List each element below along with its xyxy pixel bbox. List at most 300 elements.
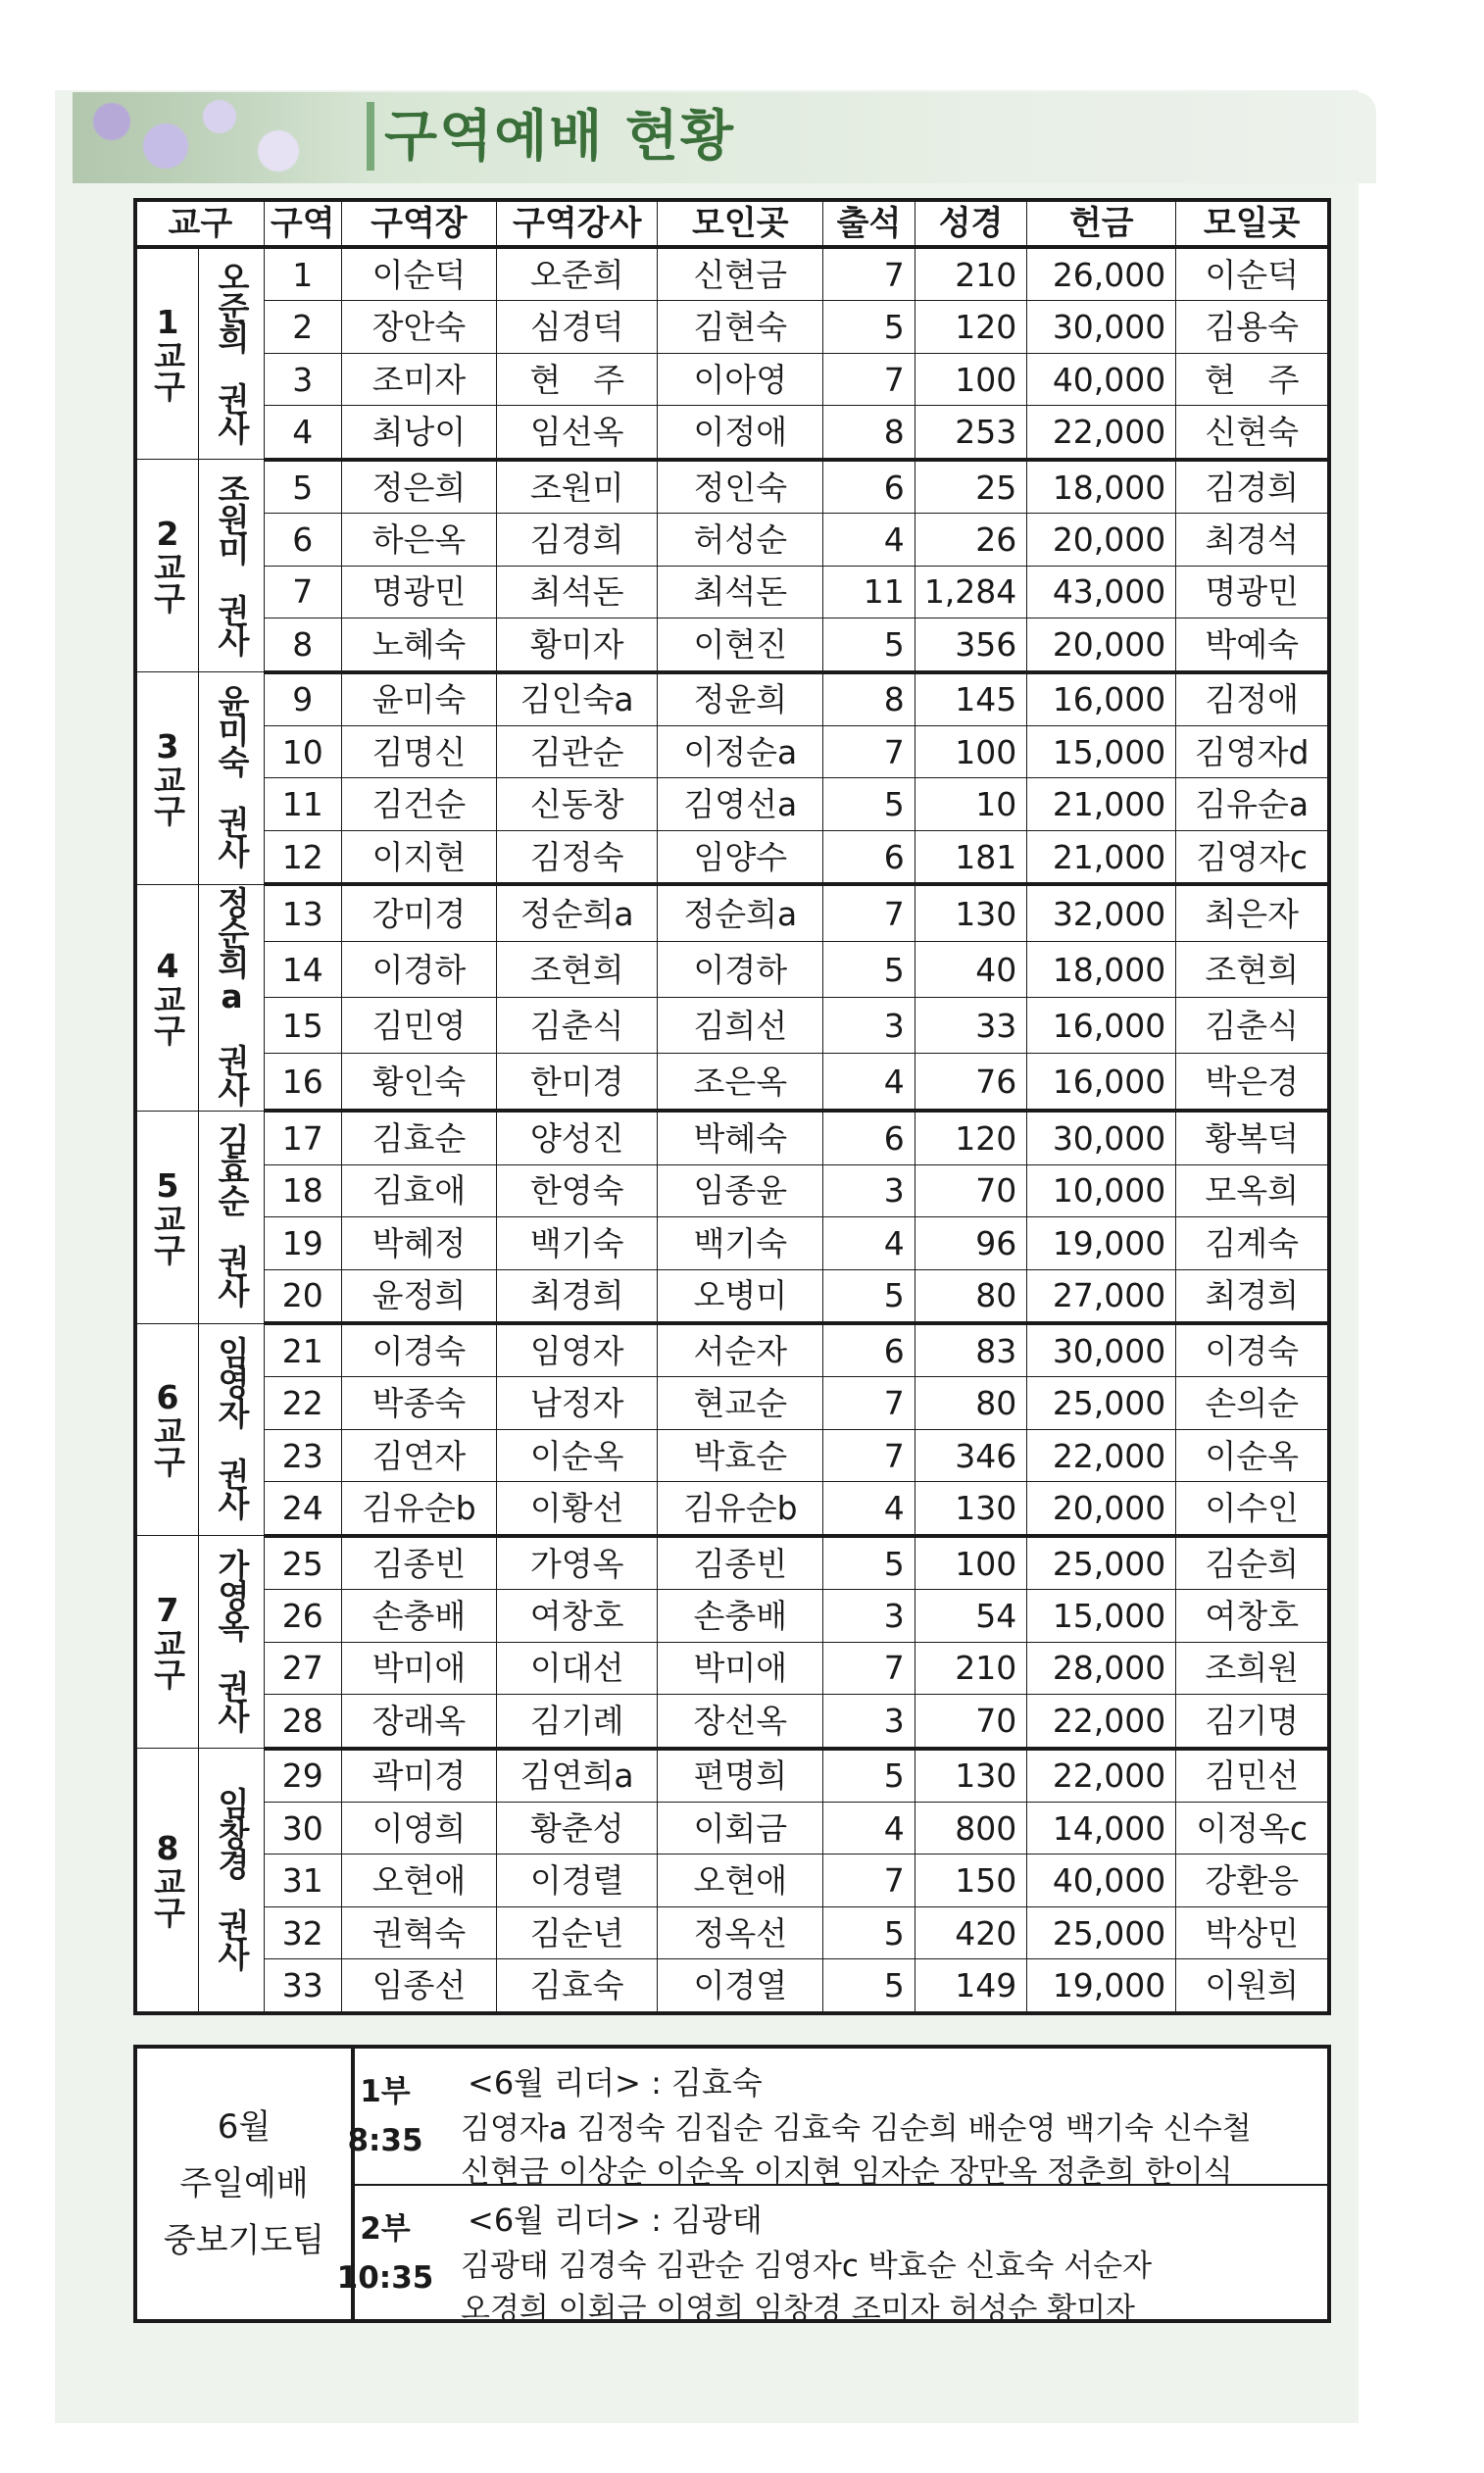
guyeok-number: 10: [264, 726, 341, 778]
spacer: [213, 1878, 251, 1908]
next-meeting-place: 김경희: [1176, 460, 1329, 514]
guyeok-leader: 손충배: [341, 1590, 496, 1642]
meeting-place: 정옥선: [658, 1906, 823, 1958]
guyeok-number: 15: [264, 998, 341, 1054]
offering: 26,000: [1027, 247, 1176, 301]
guyeok-leader: 김명신: [341, 726, 496, 778]
bible-count: 130: [915, 1749, 1027, 1803]
bible-count: 800: [915, 1803, 1027, 1855]
guyeok-instructor: 김인숙a: [497, 672, 658, 726]
guyeok-leader: 박혜정: [341, 1217, 496, 1269]
guyeok-number: 17: [264, 1111, 341, 1164]
meeting-place: 박효순: [658, 1429, 823, 1481]
gyogu-label: 2교구: [148, 515, 187, 613]
attendance: 5: [823, 1906, 915, 1958]
guyeok-number: 27: [264, 1642, 341, 1694]
attendance: 6: [823, 1323, 915, 1377]
guyeok-leader: 김종빈: [341, 1536, 496, 1590]
attendance: 8: [823, 406, 915, 460]
gyogu-cell: [135, 1536, 199, 1749]
offering: 18,000: [1027, 460, 1176, 514]
table-row: [135, 1164, 1329, 1216]
guyeok-leader: 최낭이: [341, 406, 496, 460]
gyogu-leader: [214, 684, 249, 866]
next-meeting-place: 박예숙: [1176, 618, 1329, 672]
guyeok-number: 7: [264, 566, 341, 618]
guyeok-number: 26: [264, 1590, 341, 1642]
offering: 22,000: [1027, 1749, 1176, 1803]
service-first: [347, 2049, 1327, 2190]
meeting-place: 이경열: [658, 1959, 823, 2013]
guyeok-number: 23: [264, 1429, 341, 1481]
guyeok-leader: 임종선: [341, 1959, 496, 2013]
guyeok-leader: 윤미숙: [341, 672, 496, 726]
meeting-place: 박미애: [658, 1642, 823, 1694]
service-time: 8:35: [347, 2123, 423, 2158]
offering: 40,000: [1027, 353, 1176, 405]
guyeok-leader: 정은희: [341, 460, 496, 514]
bible-count: 253: [915, 406, 1027, 460]
gyogu-leader-title: 권사: [213, 1669, 251, 1731]
table-row: [135, 1429, 1329, 1481]
attendance: 5: [823, 1269, 915, 1323]
spacer: [213, 352, 251, 382]
next-meeting-place: 이원희: [1176, 1959, 1329, 2013]
guyeok-number: 3: [264, 353, 341, 405]
attendance: 5: [823, 618, 915, 672]
guyeok-leader: 황인숙: [341, 1054, 496, 1112]
guyeok-leader: 이경숙: [341, 1323, 496, 1377]
header-gyogu: 교구: [135, 200, 264, 247]
guyeok-number: 25: [264, 1536, 341, 1590]
guyeok-number: 32: [264, 1906, 341, 1958]
gyogu-leader-title: 권사: [213, 1043, 251, 1105]
table-row: [135, 1695, 1329, 1749]
offering: 30,000: [1027, 1111, 1176, 1164]
service-members-line1: 김광태 김경숙 김관순 김영자c 박효순 신효숙 서순자: [461, 2249, 1153, 2284]
table-row: [135, 353, 1329, 405]
offering: 16,000: [1027, 998, 1176, 1054]
table-row: [135, 406, 1329, 460]
guyeok-leader: 이경하: [341, 942, 496, 998]
guyeok-instructor: 오준희: [497, 247, 658, 301]
gyogu-leader-name: 윤미숙: [213, 684, 251, 776]
table-row: [135, 998, 1329, 1054]
offering: 19,000: [1027, 1959, 1176, 2013]
gyogu-label: 7교구: [148, 1591, 187, 1689]
table-row: [135, 1054, 1329, 1112]
next-meeting-place: 김유순a: [1176, 778, 1329, 830]
guyeok-leader: 김효애: [341, 1164, 496, 1216]
service-leader: <6월 리더> : 김광태: [468, 2201, 763, 2239]
guyeok-instructor: 조원미: [497, 460, 658, 514]
meeting-place: 임종윤: [658, 1164, 823, 1216]
bible-count: 346: [915, 1429, 1027, 1481]
guyeok-number: 8: [264, 618, 341, 672]
header-accent-bar: [367, 102, 374, 171]
spacer: [213, 1427, 251, 1458]
guyeok-instructor: 김정숙: [497, 830, 658, 884]
guyeok-number: 28: [264, 1695, 341, 1749]
attendance: 7: [823, 1429, 915, 1481]
spacer: [213, 1214, 251, 1245]
attendance: 6: [823, 460, 915, 514]
next-meeting-place: 이정옥c: [1176, 1803, 1329, 1855]
next-meeting-place: 최경석: [1176, 514, 1329, 566]
offering: 21,000: [1027, 830, 1176, 884]
offering: 20,000: [1027, 514, 1176, 566]
guyeok-leader: 조미자: [341, 353, 496, 405]
table-row: [135, 1269, 1329, 1323]
header-bible: 성경: [915, 200, 1027, 247]
bible-count: 130: [915, 884, 1027, 942]
offering: 43,000: [1027, 566, 1176, 618]
attendance: 11: [823, 566, 915, 618]
table-row: [135, 460, 1329, 514]
table-row: [135, 778, 1329, 830]
guyeok-instructor: 이경렬: [497, 1855, 658, 1906]
next-meeting-place: 김정애: [1176, 672, 1329, 726]
guyeok-leader: 김효순: [341, 1111, 496, 1164]
service-members-line1: 김영자a 김정숙 김집순 김효숙 김순희 배순영 백기숙 신수철: [461, 2111, 1252, 2147]
guyeok-instructor: 조현희: [497, 942, 658, 998]
gyogu-leader-cell: [199, 247, 265, 460]
table-row: [135, 1323, 1329, 1377]
guyeok-leader: 장안숙: [341, 301, 496, 353]
meeting-place: 박혜숙: [658, 1111, 823, 1164]
meeting-place: 이현진: [658, 618, 823, 672]
next-meeting-place: 이순옥: [1176, 1429, 1329, 1481]
attendance: 5: [823, 1749, 915, 1803]
meeting-place: 최석돈: [658, 566, 823, 618]
gyogu-leader-name: 가영옥: [213, 1548, 251, 1640]
attendance: 3: [823, 998, 915, 1054]
section-header: [73, 92, 1376, 183]
service-second-time: [336, 2186, 434, 2321]
gyogu-label: 4교구: [148, 946, 187, 1044]
guyeok-number: 14: [264, 942, 341, 998]
guyeok-instructor: 김경희: [497, 514, 658, 566]
guyeok-instructor: 현 주: [497, 353, 658, 405]
guyeok-number: 5: [264, 460, 341, 514]
offering: 20,000: [1027, 618, 1176, 672]
table-row: [135, 514, 1329, 566]
next-meeting-place: 이경숙: [1176, 1323, 1329, 1377]
bible-count: 26: [915, 514, 1027, 566]
service-members-line2: 오경희 이회금 이영희 임창경 조미자 허성순 황미자: [461, 2292, 1135, 2327]
bible-count: 80: [915, 1269, 1027, 1323]
bible-count: 145: [915, 672, 1027, 726]
table-row: [135, 942, 1329, 998]
table-row: [135, 672, 1329, 726]
guyeok-instructor: 김연희a: [497, 1749, 658, 1803]
guyeok-instructor: 임선옥: [497, 406, 658, 460]
attendance: 7: [823, 884, 915, 942]
flower-decoration: [73, 92, 367, 183]
next-meeting-place: 모옥희: [1176, 1164, 1329, 1216]
guyeok-number: 29: [264, 1749, 341, 1803]
offering: 30,000: [1027, 1323, 1176, 1377]
table-row: [135, 884, 1329, 942]
gyogu-leader-title: 권사: [213, 381, 251, 443]
offering: 10,000: [1027, 1164, 1176, 1216]
guyeok-leader: 노혜숙: [341, 618, 496, 672]
guyeok-instructor: 여창호: [497, 1590, 658, 1642]
spacer: [213, 564, 251, 594]
service-label: 1부: [360, 2074, 411, 2109]
offering: 18,000: [1027, 942, 1176, 998]
guyeok-number: 21: [264, 1323, 341, 1377]
next-meeting-place: 명광민: [1176, 566, 1329, 618]
guyeok-instructor: 신동창: [497, 778, 658, 830]
attendance: 4: [823, 514, 915, 566]
gyogu-leader-name: 오준희: [213, 260, 251, 352]
prayer-title-service: 주일예배: [179, 2164, 309, 2203]
offering: 19,000: [1027, 1217, 1176, 1269]
guyeok-instructor: 최석돈: [497, 566, 658, 618]
next-meeting-place: 최은자: [1176, 884, 1329, 942]
attendance: 4: [823, 1803, 915, 1855]
offering: 32,000: [1027, 884, 1176, 942]
guyeok-instructor: 황춘성: [497, 1803, 658, 1855]
bible-count: 356: [915, 618, 1027, 672]
offering: 20,000: [1027, 1482, 1176, 1536]
table-row: [135, 247, 1329, 301]
guyeok-leader: 명광민: [341, 566, 496, 618]
table-row: [135, 301, 1329, 353]
meeting-place: 손충배: [658, 1590, 823, 1642]
gyogu-leader-name: 조원미: [213, 471, 251, 564]
offering: 25,000: [1027, 1377, 1176, 1429]
gyogu-cell: [135, 460, 199, 672]
gyogu-leader-title: 권사: [213, 1457, 251, 1518]
gyogu-cell: [135, 672, 199, 885]
meeting-place: 조은옥: [658, 1054, 823, 1112]
bible-count: 120: [915, 1111, 1027, 1164]
gyogu-label: 8교구: [148, 1829, 187, 1927]
guyeok-instructor: 김효숙: [497, 1959, 658, 2013]
offering: 27,000: [1027, 1269, 1176, 1323]
attendance: 6: [823, 1111, 915, 1164]
bible-count: 150: [915, 1855, 1027, 1906]
guyeok-leader: 오현애: [341, 1855, 496, 1906]
attendance: 7: [823, 353, 915, 405]
next-meeting-place: 김영자d: [1176, 726, 1329, 778]
guyeok-number: 33: [264, 1959, 341, 2013]
guyeok-number: 30: [264, 1803, 341, 1855]
attendance: 6: [823, 830, 915, 884]
offering: 15,000: [1027, 726, 1176, 778]
guyeok-leader: 박미애: [341, 1642, 496, 1694]
meeting-place: 장선옥: [658, 1695, 823, 1749]
offering: 16,000: [1027, 1054, 1176, 1112]
guyeok-instructor: 김춘식: [497, 998, 658, 1054]
attendance: 7: [823, 1855, 915, 1906]
guyeok-number: 11: [264, 778, 341, 830]
bible-count: 70: [915, 1164, 1027, 1216]
gyogu-leader-cell: [199, 1323, 265, 1536]
spacer: [213, 775, 251, 806]
guyeok-leader: 권혁숙: [341, 1906, 496, 1958]
gyogu-leader-cell: [199, 1536, 265, 1749]
guyeok-leader: 김유순b: [341, 1482, 496, 1536]
table-row: [135, 1217, 1329, 1269]
bible-count: 54: [915, 1590, 1027, 1642]
guyeok-leader: 윤정희: [341, 1269, 496, 1323]
table-header-row: [135, 200, 1329, 247]
service-time: 10:35: [336, 2260, 434, 2296]
guyeok-leader: 김연자: [341, 1429, 496, 1481]
next-meeting-place: 강환응: [1176, 1855, 1329, 1906]
guyeok-leader: 장래옥: [341, 1695, 496, 1749]
guyeok-instructor: 김기례: [497, 1695, 658, 1749]
meeting-place: 이아영: [658, 353, 823, 405]
attendance: 5: [823, 942, 915, 998]
meeting-place: 이회금: [658, 1803, 823, 1855]
meeting-place: 임양수: [658, 830, 823, 884]
bible-count: 100: [915, 1536, 1027, 1590]
bible-count: 100: [915, 353, 1027, 405]
gyogu-label: 5교구: [148, 1165, 187, 1263]
gyogu-label: 1교구: [148, 303, 187, 401]
table-row: [135, 1749, 1329, 1803]
service-first-time: [347, 2049, 423, 2184]
gyogu-leader: [214, 1336, 249, 1518]
table-row: [135, 1855, 1329, 1906]
gyogu-leader-title: 권사: [213, 1245, 251, 1307]
meeting-place: 편명희: [658, 1749, 823, 1803]
next-meeting-place: 김계숙: [1176, 1217, 1329, 1269]
bible-count: 100: [915, 726, 1027, 778]
table-row: [135, 830, 1329, 884]
prayer-team-box: [133, 2045, 1331, 2327]
gyogu-cell: [135, 884, 199, 1111]
guyeok-leader: 이영희: [341, 1803, 496, 1855]
service-second: [336, 2186, 1327, 2327]
gyogu-leader: [214, 261, 249, 443]
guyeok-instructor: 가영옥: [497, 1536, 658, 1590]
attendance: 7: [823, 726, 915, 778]
meeting-place: 김유순b: [658, 1482, 823, 1536]
guyeok-number: 16: [264, 1054, 341, 1112]
offering: 40,000: [1027, 1855, 1176, 1906]
next-meeting-place: 여창호: [1176, 1590, 1329, 1642]
spacer: [213, 1014, 251, 1044]
next-meeting-place: 최경희: [1176, 1269, 1329, 1323]
offering: 25,000: [1027, 1536, 1176, 1590]
gyogu-leader-cell: [199, 460, 265, 672]
gyogu-leader-cell: [199, 1749, 265, 2013]
bible-count: 96: [915, 1217, 1027, 1269]
gyogu-leader-name: 임창경: [213, 1786, 251, 1878]
attendance: 5: [823, 1536, 915, 1590]
next-meeting-place: 이수인: [1176, 1482, 1329, 1536]
gyogu-leader-name: 김효순: [213, 1123, 251, 1215]
meeting-place: 현교순: [658, 1377, 823, 1429]
guyeok-number: 6: [264, 514, 341, 566]
meeting-place: 김현숙: [658, 301, 823, 353]
guyeok-number: 31: [264, 1855, 341, 1906]
bible-count: 70: [915, 1695, 1027, 1749]
table-row: [135, 1590, 1329, 1642]
guyeok-leader: 하은옥: [341, 514, 496, 566]
offering: 16,000: [1027, 672, 1176, 726]
gyogu-cell: [135, 1111, 199, 1323]
service-leader: <6월 리더> : 김효숙: [468, 2064, 763, 2102]
gyogu-label: 6교구: [148, 1378, 187, 1476]
next-meeting-place: 박은경: [1176, 1054, 1329, 1112]
guyeok-instructor: 심경덕: [497, 301, 658, 353]
gyogu-cell: [135, 1323, 199, 1536]
guyeok-number: 20: [264, 1269, 341, 1323]
table-row: [135, 726, 1329, 778]
bible-count: 80: [915, 1377, 1027, 1429]
guyeok-leader: 김건순: [341, 778, 496, 830]
gyogu-leader: [214, 472, 249, 655]
next-meeting-place: 이순덕: [1176, 247, 1329, 301]
guyeok-leader: 이순덕: [341, 247, 496, 301]
guyeok-number: 18: [264, 1164, 341, 1216]
table-row: [135, 566, 1329, 618]
guyeok-instructor: 양성진: [497, 1111, 658, 1164]
guyeok-number: 9: [264, 672, 341, 726]
guyeok-instructor: 김관순: [497, 726, 658, 778]
attendance: 7: [823, 1377, 915, 1429]
table-row: [135, 618, 1329, 672]
guyeok-leader: 강미경: [341, 884, 496, 942]
gyogu-leader-title: 권사: [213, 1907, 251, 1969]
meeting-place: 이정순a: [658, 726, 823, 778]
offering: 22,000: [1027, 1429, 1176, 1481]
guyeok-number: 24: [264, 1482, 341, 1536]
header-next-place: 모일곳: [1176, 200, 1329, 247]
attendance: 4: [823, 1217, 915, 1269]
header-instructor: 구역강사: [497, 200, 658, 247]
prayer-title-month: 6월: [217, 2107, 272, 2147]
guyeok-number: 22: [264, 1377, 341, 1429]
guyeok-number: 4: [264, 406, 341, 460]
gyogu-leader: [214, 1549, 249, 1731]
guyeok-instructor: 백기숙: [497, 1217, 658, 1269]
bible-count: 25: [915, 460, 1027, 514]
offering: 14,000: [1027, 1803, 1176, 1855]
header-guyeok: 구역: [264, 200, 341, 247]
attendance: 3: [823, 1590, 915, 1642]
prayer-title-team: 중보기도팀: [163, 2221, 325, 2260]
attendance: 5: [823, 778, 915, 830]
attendance: 8: [823, 672, 915, 726]
table-row: [135, 1642, 1329, 1694]
bible-count: 130: [915, 1482, 1027, 1536]
next-meeting-place: 황복덕: [1176, 1111, 1329, 1164]
attendance: 5: [823, 1959, 915, 2013]
bible-count: 210: [915, 1642, 1027, 1694]
guyeok-number: 2: [264, 301, 341, 353]
gyogu-leader-cell: [199, 672, 265, 885]
next-meeting-place: 김용숙: [1176, 301, 1329, 353]
attendance: 7: [823, 247, 915, 301]
gyogu-cell: [135, 247, 199, 460]
offering: 21,000: [1027, 778, 1176, 830]
guyeok-leader: 곽미경: [341, 1749, 496, 1803]
bible-count: 1,284: [915, 566, 1027, 618]
meeting-place: 서순자: [658, 1323, 823, 1377]
service-members-line2: 신현금 이상순 이순옥 이지현 임자순 장만옥 정춘희 한이식: [461, 2154, 1233, 2190]
prayer-team-title: [137, 2049, 355, 2319]
guyeok-number: 12: [264, 830, 341, 884]
gyogu-leader-name: 임영자: [213, 1335, 251, 1427]
attendance: 5: [823, 301, 915, 353]
